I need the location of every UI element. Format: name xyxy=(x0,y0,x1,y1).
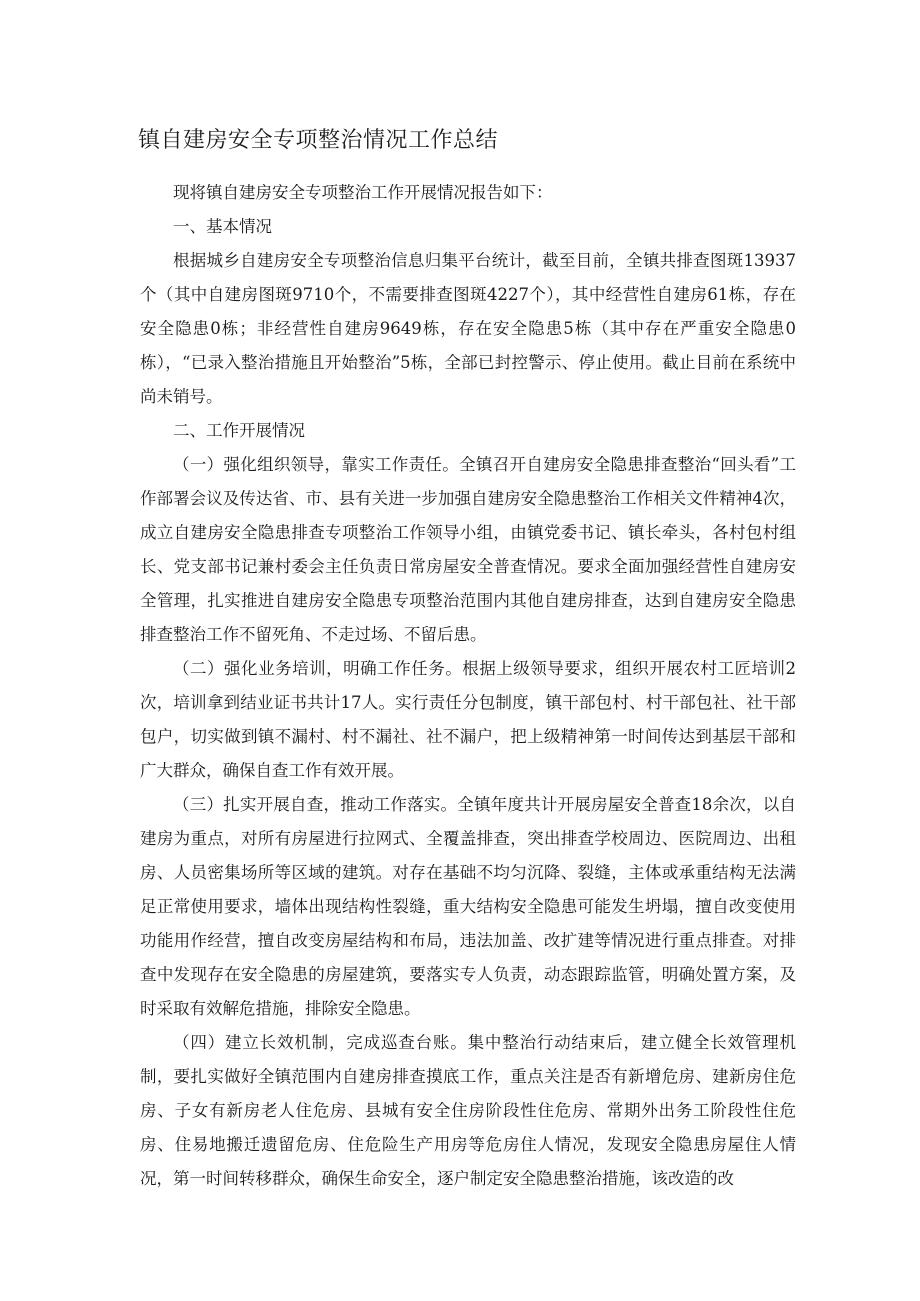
document-title: 镇自建房安全专项整治情况工作总结 xyxy=(138,128,499,153)
intro-paragraph: 现将镇自建房安全专项整治工作开展情况报告如下： xyxy=(173,183,553,202)
section-heading-basic: 一、基本情况 xyxy=(173,217,272,236)
work-item-4-paragraph: （四）建立长效机制，完成巡查台账。集中整治行动结束后，建立健全长效管理机制，要扎实做好全镇范围内自建房排查摸底工作，重点关注是否有新增危房、建新房住危房、子女有新房老人住危房、县城有安全住房阶段性住危房、常期外出务工阶段性住危房、住易地搬迁遗留危房、住危险生产用房等危房住人情况，发现安全隐患房屋住人情况，第一时间转移群众，确保生命安全，逐户制定安全隐患整治措施，该改造的改 xyxy=(140,1033,796,1188)
document-body xyxy=(140,176,796,1196)
work-item-2-paragraph: （二）强化业务培训，明确工作任务。根据上级领导要求，组织开展农村工匠培训2次，培训拿到结业证书共计17人。实行责任分包制度，镇干部包村、村干部包社、社干部包户，切实做到镇不漏村、村不漏社、社不漏户，把上级精神第一时间传达到基层干部和广大群众，确保自查工作有效开展。 xyxy=(140,659,796,780)
work-item-3-paragraph: （三）扎实开展自查，推动工作落实。全镇年度共计开展房屋安全普查18余次，以自建房为重点，对所有房屋进行拉网式、全覆盖排查，突出排查学校周边、医院周边、出租房、人员密集场所等区域的建筑。对存在基础不均匀沉降、裂缝，主体或承重结构无法满足正常使用要求，墙体出现结构性裂缝，重大结构安全隐患可能发生坍塌，擅自改变使用功能用作经营，擅自改变房屋结构和布局，违法加盖、改扩建等情况进行重点排查。对排查中发现存在安全隐患的房屋建筑，要落实专人负责，动态跟踪监管，明确处置方案，及时采取有效解危措施，排除安全隐患。 xyxy=(140,795,796,1018)
section-heading-work: 二、工作开展情况 xyxy=(173,421,305,440)
basic-situation-paragraph: 根据城乡自建房安全专项整治信息归集平台统计，截至目前，全镇共排查图斑13937个（其中自建房图斑9710个，不需要排查图斑4227个），其中经营性自建房61栋，存在安全隐患0栋；非经营性自建房9649栋，存在安全隐患5栋（其中存在严重安全隐患0栋），“已录入整治措施且开始整治”5栋，全部已封控警示、停止使用。截止目前在系统中尚未销号。 xyxy=(140,251,796,406)
work-item-1-paragraph: （一）强化组织领导，靠实工作责任。全镇召开自建房安全隐患排查整治“回头看”工作部署会议及传达省、市、县有关进一步加强自建房安全隐患整治工作相关文件精神4次，成立自建房安全隐患排查专项整治工作领导小组，由镇党委书记、镇长牵头，各村包村组长、党支部书记兼村委会主任负责日常房屋安全普查情况。要求全面加强经营性自建房安全管理，扎实推进自建房安全隐患专项整治范围内其他自建房排查，达到自建房安全隐患排查整治工作不留死角、不走过场、不留后患。 xyxy=(140,455,796,644)
